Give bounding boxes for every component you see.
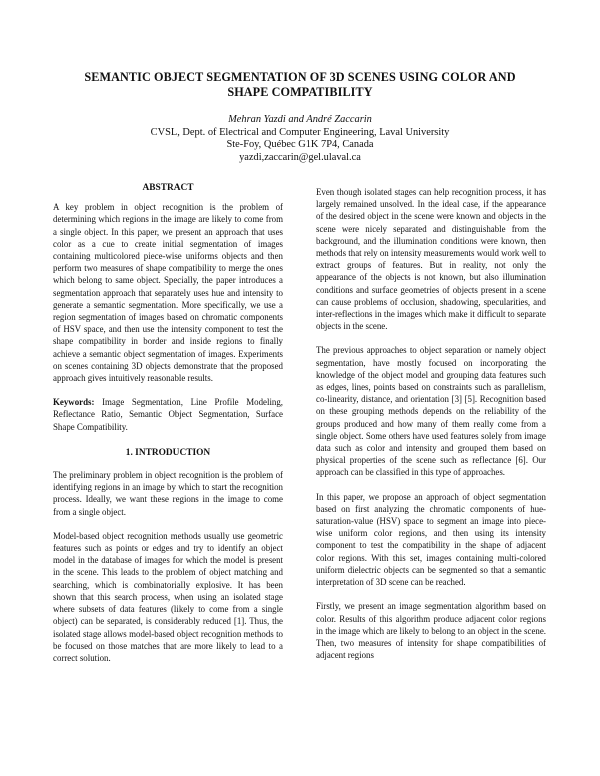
abstract-text: A key problem in object recognition is the problem of determining which regions in the image are likely to come from a single object. In this paper, we present an approach that uses color as a cue to create initial segmentation of images containing multicolored piece-wise uniforms objects and then perform two measures of shape compatibility to merge the ones which belong to same object. Specially, the paper introduces a segmentation approach that separately uses hue and intensity to generate a semantic segmentation. More specifically, we use a region segmentation of images based on chromatic components of HSV space, and then use the intensity component to test the shape compatibility in border and inside regions to finally achieve a semantic object segmentation of images. Experiments on scenes containing 3D objects demonstrate that the proposed approach gives intuitively reasonable results. xyxy=(53,202,283,384)
address: Ste-Foy, Québec G1K 7P4, Canada xyxy=(226,139,374,151)
right-paragraph-3: In this paper, we propose an approach of object segmentation based on first analyzing the chromatic components of hue-saturation-value (HSV) space to segment an image into piece-wise uniform color regions, and then using its intensity component to test the compatibility in the shape of adjacent color regions. With this set, images containing multi-colored uniform dielectric objects can be segmented so that a semantic interpretation of 3D scene can be reached. xyxy=(316,491,546,588)
abstract-heading: ABSTRACT xyxy=(142,183,194,193)
email: yazdi,zaccarin@gel.ulaval.ca xyxy=(239,151,361,163)
right-column xyxy=(316,186,546,673)
keywords-label: Keywords: xyxy=(53,397,95,408)
right-paragraph-4: Firstly, we present an image segmentation algorithm based on color. Results of this algorithm produce adjacent color regions in the image which are likely to belong to an object in the scene. Then, two measures of intensity for shape compatibilities of adjacent regions xyxy=(316,601,546,661)
right-paragraph-1: Even though isolated stages can help recognition process, it has largely remained unsolved. In the ideal case, if the appearance of the desired object in the scene were known and objects in the scene were nicely separated and distinguishable from the background, and the illumination conditions were known, then methods that rely on intensity measurements would work well to extract groups of features. But in reality, not only the appearance of the objects is not known, but also illumination conditions and surface geometries of objects present in a scene can cause problems of occlusion, shadowing, specularities, and inter-reflections in the images which make it difficult to separate objects in the scene. xyxy=(316,187,546,332)
introduction-heading: 1. INTRODUCTION xyxy=(125,447,211,458)
right-paragraph-2: The previous approaches to object separation or namely object segmentation, have mostly focused on incorporating the knowledge of the object model and grouping data features such as edges, lines, points based on constraints such as parallelism, co-linearity, distance, and orientation [3] [5]. Recognition based on these grouping methods depends on the reliability of the groups produced and how many of them really come from a single object. Some others have used features solely from image data such as color and intensity and grouped them based on physical properties of the scene such as reflectance [6]. Our approach can be classified in this type of approaches. xyxy=(316,345,546,478)
keywords-text: Image Segmentation, Line Profile Modeling, Reflectance Ratio, Semantic Object Segmentation, Surface Shape Compatibility. xyxy=(53,397,283,432)
intro-paragraph-2: Model-based object recognition methods usually use geometric features such as points or edges and try to identify an object model in the database of images for which the model is present in the scene. This leads to the problem of object matching and searching, which is combinatorially explosive. It has been shown that this search process, when using an isolated stage where subsets of data features (likely to come from a single object) can be separated, is considerably reduced [1]. Thus, the isolated stage allows model-based object recognition methods to be focused on those matches that are more likely to lead to a correct solution. xyxy=(53,530,283,663)
left-column xyxy=(53,182,283,676)
intro-paragraph-1: The preliminary problem in object recognition is the problem of identifying regions in an image by which to start the recognition process. Ideally, we want these regions in the image to come from a single object. xyxy=(53,470,283,517)
paper-title: SEMANTIC OBJECT SEGMENTATION OF 3D SCENES USING COLOR AND SHAPE COMPATIBILITY xyxy=(84,70,516,99)
keywords xyxy=(53,396,283,433)
author-block xyxy=(60,114,540,164)
author-names: Mehran Yazdi and André Zaccarin xyxy=(228,114,372,125)
affiliation: CVSL, Dept. of Electrical and Computer Engineering, Laval University xyxy=(150,126,450,138)
